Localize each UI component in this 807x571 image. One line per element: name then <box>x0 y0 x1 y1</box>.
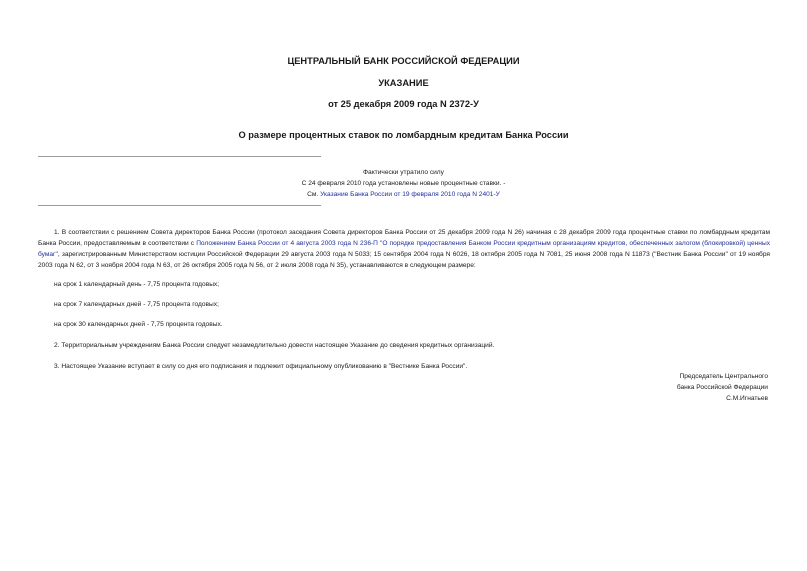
paragraph-1-text-b: , зарегистрированным Министерством юстиции Российской Федерации 29 августа 2003 года N 5033; 15 сентября 2004 года N 6026, 18 октября 2005 года N 7081, 25 июня 2008 года N 11873 ("Вестник Банка России" от 19 ноября 2003 года N 62, от 3 ноября 2004 года N 63, от 26 октября 2005 года N 56, от 2 июля 2008 года N 35), устанавливаются в следующем размере: <box>38 251 770 269</box>
organization-title: ЦЕНТРАЛЬНЫЙ БАНК РОССИЙСКОЙ ФЕДЕРАЦИИ <box>287 56 520 66</box>
notice-new-rates: С 24 февраля 2010 года установлены новые процентные ставки. - <box>301 180 506 187</box>
paragraph-2: 2. Территориальным учреждениям Банка России следует незамедлительно довести настоящее Указание до сведения кредитных организаций. <box>54 342 495 349</box>
rate-item-30-days: на срок 30 календарных дней - 7,75 процента годовых. <box>54 321 223 328</box>
signatory-name: С.М.Игнатьев <box>726 395 768 402</box>
notice-bottom-divider <box>38 205 321 206</box>
notice-reference-prefix: См. <box>307 191 321 198</box>
signature-title-2: банка Российской Федерации <box>676 384 768 391</box>
paragraph-1-text-a: 1. В соответствии с решением Совета директоров Банка России (протокол заседания Совета директоров Банка России от 25 декабря 2009 года N 26) начиная с 28 декабря 2009 года процентные ставки по ломбардным кредитам Банка России, предоставляемым в соответствии с <box>38 229 770 247</box>
document-type: УКАЗАНИЕ <box>378 78 429 88</box>
notice-reference <box>0 189 807 200</box>
reference-link-2401u[interactable]: Указание Банка России от 19 февраля 2010 года N 2401-У <box>320 191 500 198</box>
rate-item-7-days: на срок 7 календарных дней - 7,75 процента годовых; <box>54 301 219 308</box>
regulation-236p-link[interactable]: Положением Банка России от 4 августа 2003 года N 236-П "О порядке предоставления Банком России кредитным организациям кредитов, обеспеченных залогом (блокировкой) ценных бумаг" <box>38 240 770 258</box>
paragraph-3: 3. Настоящее Указание вступает в силу со дня его подписания и подлежит официальному опубликованию в "Вестнике Банка России". <box>54 363 468 370</box>
notice-status: Фактически утратило силу <box>363 169 444 176</box>
notice-top-divider <box>38 156 321 157</box>
document-subject: О размере процентных ставок по ломбардным кредитам Банка России <box>238 130 569 140</box>
paragraph-1 <box>38 227 770 271</box>
signature-title-1: Председатель Центрального <box>679 373 768 380</box>
document-date-number: от 25 декабря 2009 года N 2372-У <box>328 99 479 109</box>
rate-item-1-day: на срок 1 календарный день - 7,75 процента годовых; <box>54 281 220 288</box>
